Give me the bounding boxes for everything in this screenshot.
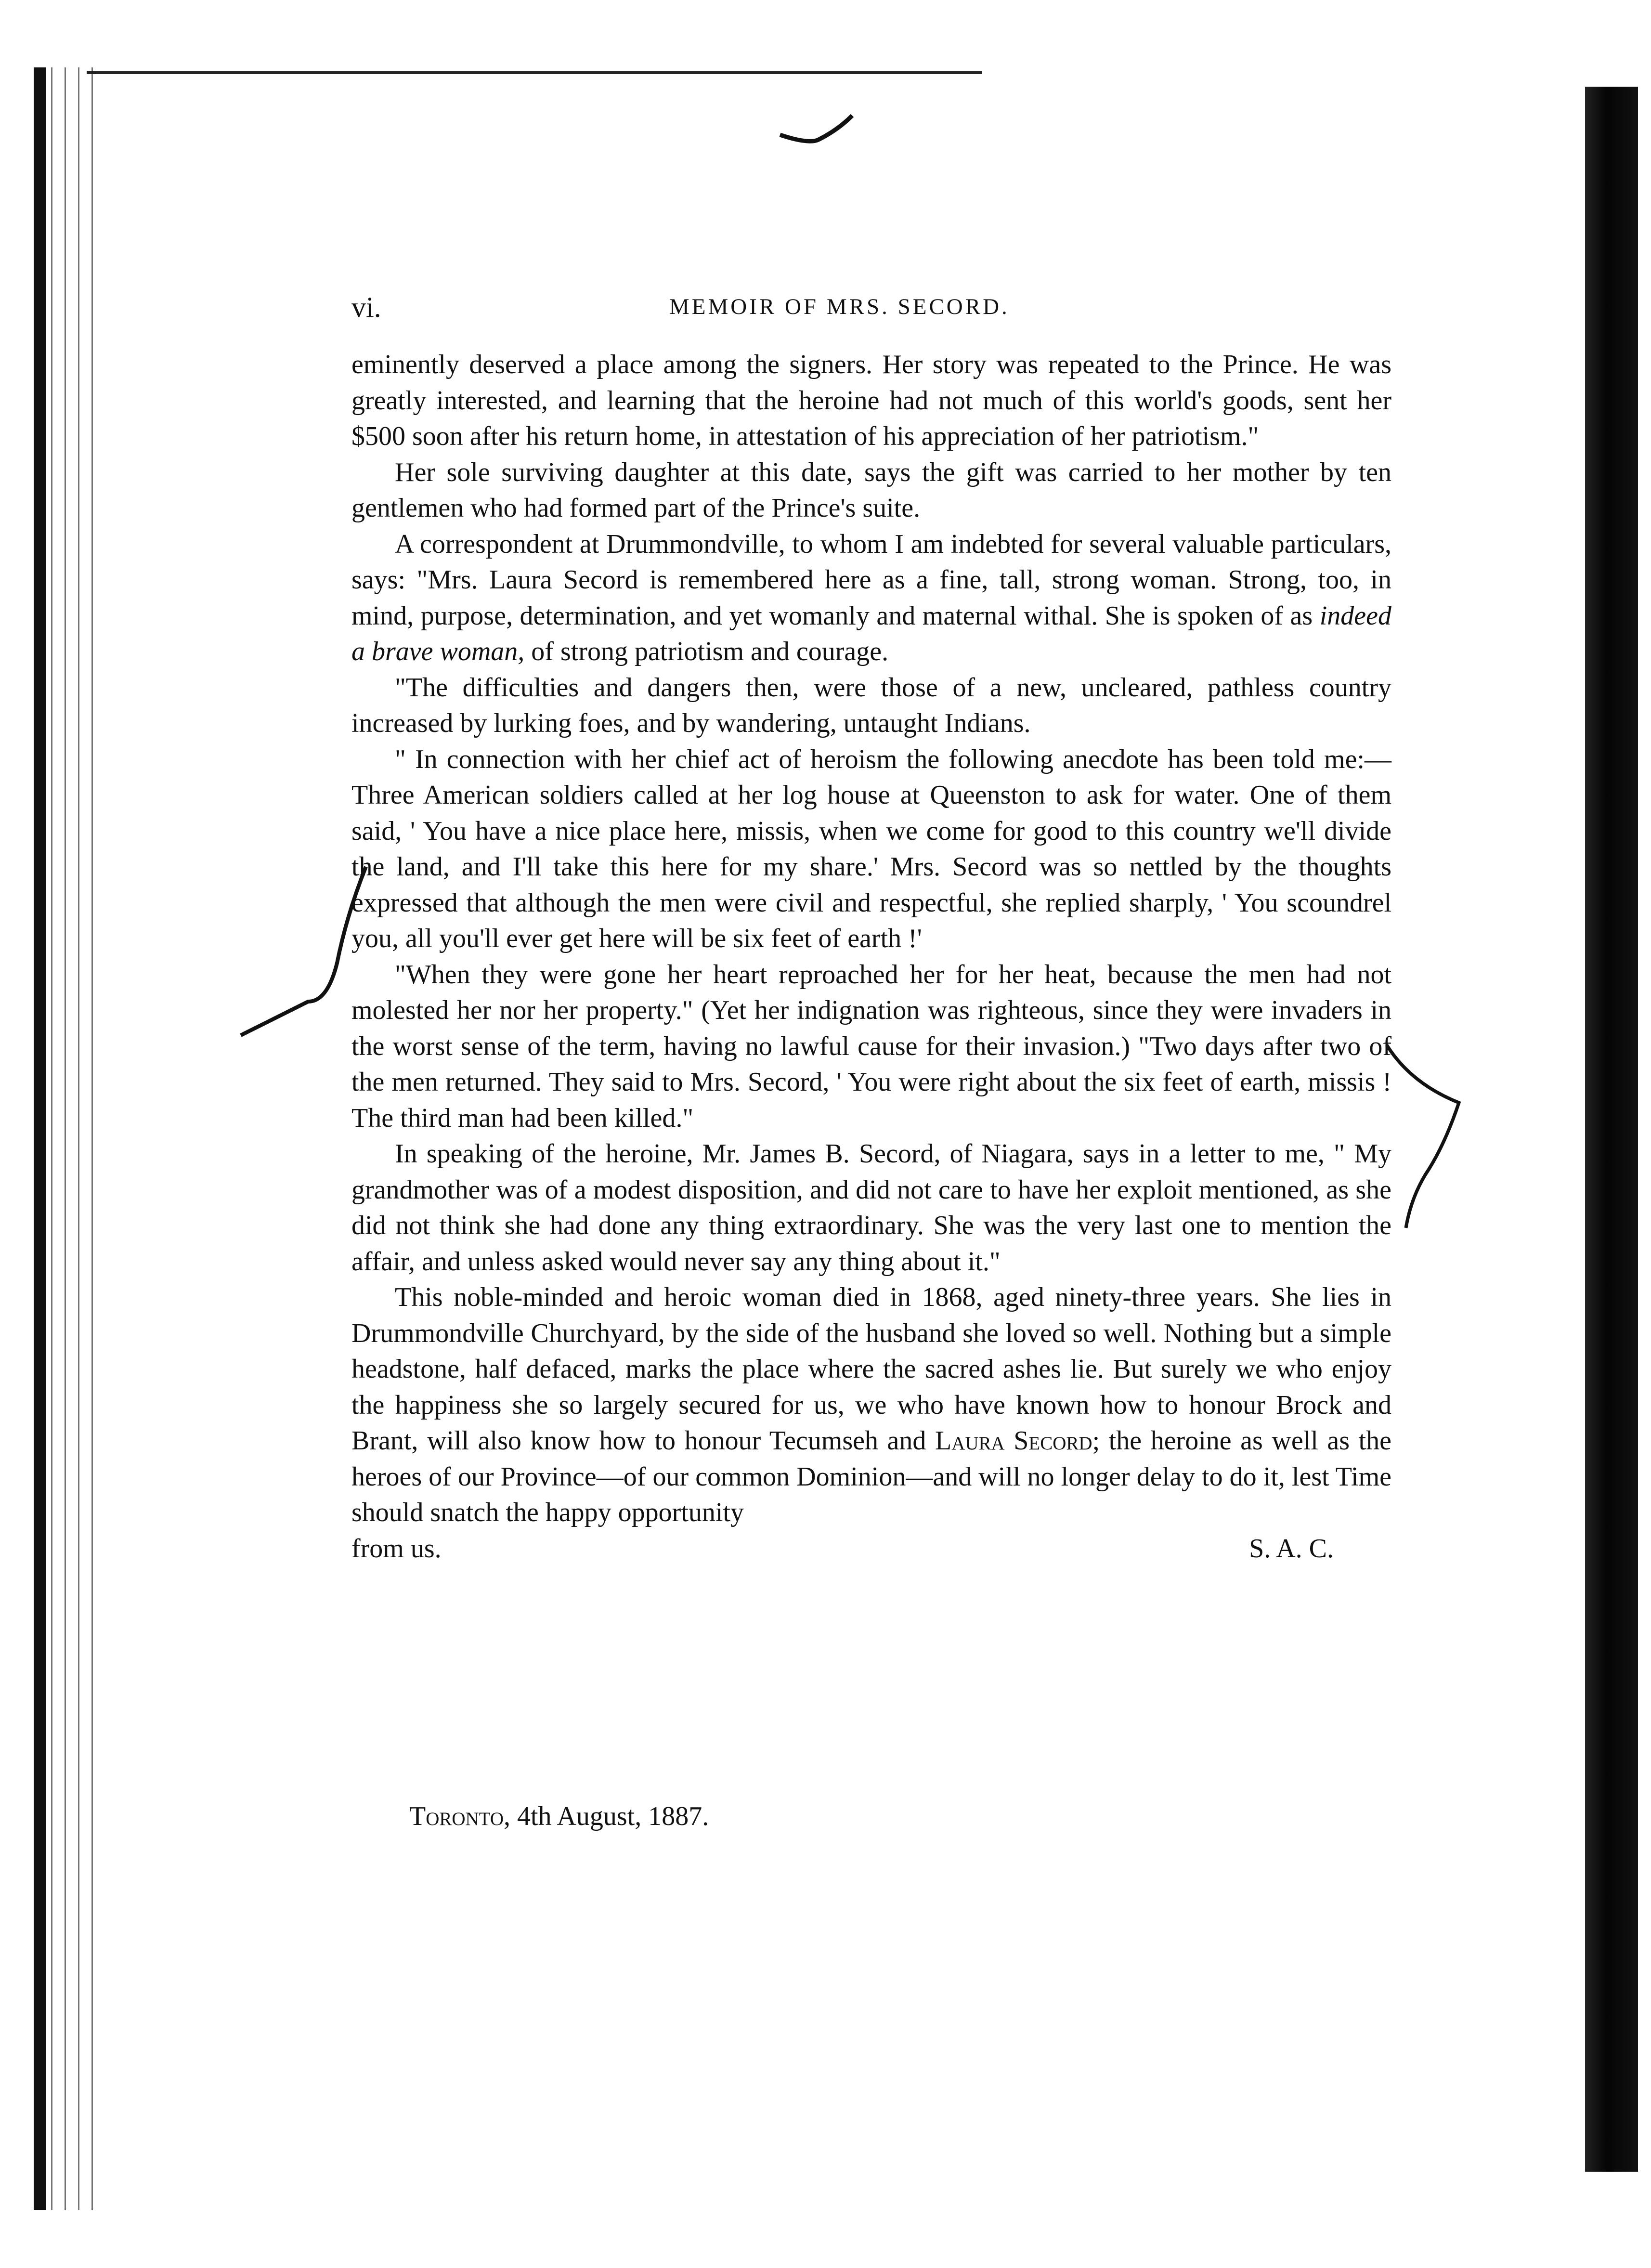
name-laura-secord: Laura Secord: [935, 1426, 1092, 1456]
paragraph-death-end: ; the heroine as well as the heroes of our Province—of our common Dominion—and will no longer delay to do it, lest Time should snatch the happy opportunity: [351, 1426, 1392, 1527]
paragraph-difficulties: "The difficulties and dangers then, were those of a new, uncleared, pathless country increased by lurking foes, and by wandering, untaught Indians.: [351, 672, 1391, 738]
paragraph-correspondent: [351, 526, 1391, 670]
paragraph-death-text: This noble-minded and heroic woman died in 1868, aged ninety-three years. She lies in Drummondville Churchyard, by the side of the husband she loved so well. Nothing but a simple headstone, half defaced, marks the place where the sacred ashes lie. But surely we who enjoy the happiness she so largely secured for us, we who have known how to honour Brock and Brant, will also know how to honour Tecumseh and: [351, 1282, 1391, 1456]
date-text: , 4th August, 1887.: [504, 1801, 709, 1831]
paragraph-reproach: "When they were gone her heart reproached her for her heat, because the men had not molested her nor her property." (Yet her indignation was righteous, since they were invaders in the worst sense of the term, having no lawful cause for their invasion.) "Two days after two of the men returned. They said to Mrs. Secord, ' You were right about the six feet of earth, missis ! The third man had been killed.": [351, 959, 1391, 1133]
ink-flourish-top: [780, 116, 852, 141]
running-title: MEMOIR OF MRS. SECORD.: [669, 294, 1010, 319]
ink-bracket-left: [241, 867, 366, 1035]
closing-words: from us.: [351, 1533, 442, 1564]
paragraph-correspondent-end: of strong patriotism and courage.: [524, 637, 889, 666]
author-initials: S. A. C.: [1249, 1533, 1334, 1564]
page-body: [351, 347, 1391, 1566]
paragraph-grandson-letter: In speaking of the heroine, Mr. James B. Secord, of Niagara, says in a letter to me, " My grandmother was of a modest disposition, and did not care to have her exploit mentioned, as she did not think she had done any thing extraordinary. She was the very last one to mention the affair, and unless asked would never say any thing about it.": [351, 1139, 1391, 1277]
page-number: vi.: [351, 291, 381, 323]
paragraph-anecdote: " In connection with her chief act of heroism the following anecdote has been told me:—Three American soldiers called at her log house at Queenston to ask for water. One of them said, ' You have a nice place here, missis, when we come for good to this country we'll divide the land, and I'll take this here for my share.' Mrs. Secord was so nettled by the thoughts expressed that although the men were civil and respectful, she replied sharply, ' You scoundrel you, all you'll ever get here will be six feet of earth !': [351, 744, 1391, 953]
signature-line: [351, 1531, 1391, 1567]
place-toronto: Toronto: [409, 1801, 504, 1831]
place-and-date: [409, 1801, 709, 1832]
ink-bracket-right: [1387, 1045, 1459, 1228]
paragraph-daughter: Her sole surviving daughter at this date, says the gift was carried to her mother by ten gentlemen who had formed part of the Prince's suite.: [351, 457, 1391, 523]
paragraph-death: [351, 1279, 1391, 1531]
emphasis-brave-woman: indeed a brave woman,: [351, 600, 1391, 666]
paragraph-correspondent-text: A correspondent at Drummondville, to whom I am indebted for several valuable particulars, says: "Mrs. Laura Secord is remembered here as a fine, tall, strong woman. Strong, too, in mind, purpose, determination, and yet womanly and maternal withal. She is spoken of as: [351, 529, 1391, 631]
paragraph-continued: eminently deserved a place among the signers. Her story was repeated to the Prince. He was greatly interested, and learning that the heroine had not much of this world's goods, sent her $500 soon after his return home, in attestation of his appreciation of her patriotism.": [351, 350, 1391, 451]
